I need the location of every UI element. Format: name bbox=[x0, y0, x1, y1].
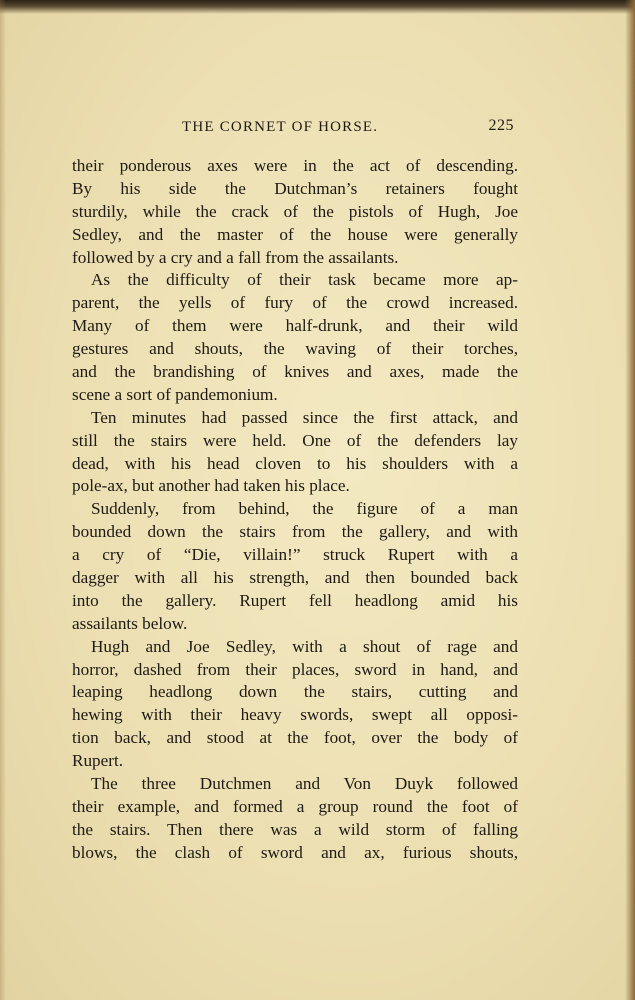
text-line: Rupert. bbox=[72, 751, 124, 771]
text-line: leaping headlong down the stairs, cutting and bbox=[72, 682, 518, 702]
text-line: assailants below. bbox=[72, 613, 188, 633]
text-line: bounded down the stairs from the gallery, and with bbox=[72, 522, 518, 542]
text-line: a cry of “Die, villain!” struck Rupert with a bbox=[72, 545, 518, 565]
text-line: By his side the Dutchman’s retainers fought bbox=[72, 178, 518, 198]
text-line: their ponderous axes were in the act of descending. bbox=[72, 156, 518, 175]
page-left-shadow bbox=[0, 0, 6, 1000]
text-line: sturdily, while the crack of the pistols of Hugh, Joe bbox=[72, 201, 518, 221]
text-line: Ten minutes had passed since the first attack, and bbox=[91, 407, 518, 427]
page-top-shadow bbox=[0, 0, 635, 14]
text-line: the stairs. Then there was a wild storm of falling bbox=[72, 819, 518, 839]
text-line: dead, with his head cloven to his shoulders with a bbox=[72, 453, 518, 473]
text-line: Many of them were half-drunk, and their wild bbox=[72, 316, 518, 336]
text-line: horror, dashed from their places, sword in hand, and bbox=[72, 659, 518, 679]
text-line: followed by a cry and a fall from the assailants. bbox=[72, 247, 399, 267]
text-line: Suddenly, from behind, the figure of a man bbox=[91, 499, 518, 519]
text-line: pole-ax, but another had taken his place. bbox=[72, 476, 350, 496]
text-line: and the brandishing of knives and axes, made the bbox=[72, 362, 518, 382]
text-line: their example, and formed a group round the foot of bbox=[72, 796, 518, 816]
text-line: parent, the yells of fury of the crowd increased. bbox=[72, 293, 518, 313]
text-line: scene a sort of pandemonium. bbox=[72, 384, 278, 404]
body-text bbox=[72, 155, 518, 865]
running-title: THE CORNET OF HORSE. bbox=[182, 119, 379, 135]
text-line: blows, the clash of sword and ax, furious shouts, bbox=[72, 842, 518, 862]
text-line: into the gallery. Rupert fell headlong amid his bbox=[72, 590, 518, 610]
text-line: gestures and shouts, the waving of their torches, bbox=[72, 339, 518, 359]
page-number: 225 bbox=[488, 117, 514, 134]
text-line: As the difficulty of their task became more ap- bbox=[91, 270, 518, 290]
text-line: Hugh and Joe Sedley, with a shout of rage and bbox=[91, 636, 518, 656]
text-line: dagger with all his strength, and then bounded back bbox=[72, 568, 518, 588]
text-line: hewing with their heavy swords, swept all opposi- bbox=[72, 705, 518, 725]
running-head bbox=[72, 116, 516, 140]
text-line: still the stairs were held. One of the defenders lay bbox=[72, 430, 518, 450]
text-line: Sedley, and the master of the house were generally bbox=[72, 224, 518, 244]
text-line: The three Dutchmen and Von Duyk followed bbox=[91, 774, 518, 794]
text-line: tion back, and stood at the foot, over the body of bbox=[72, 728, 518, 748]
page-right-edge bbox=[625, 0, 635, 1000]
